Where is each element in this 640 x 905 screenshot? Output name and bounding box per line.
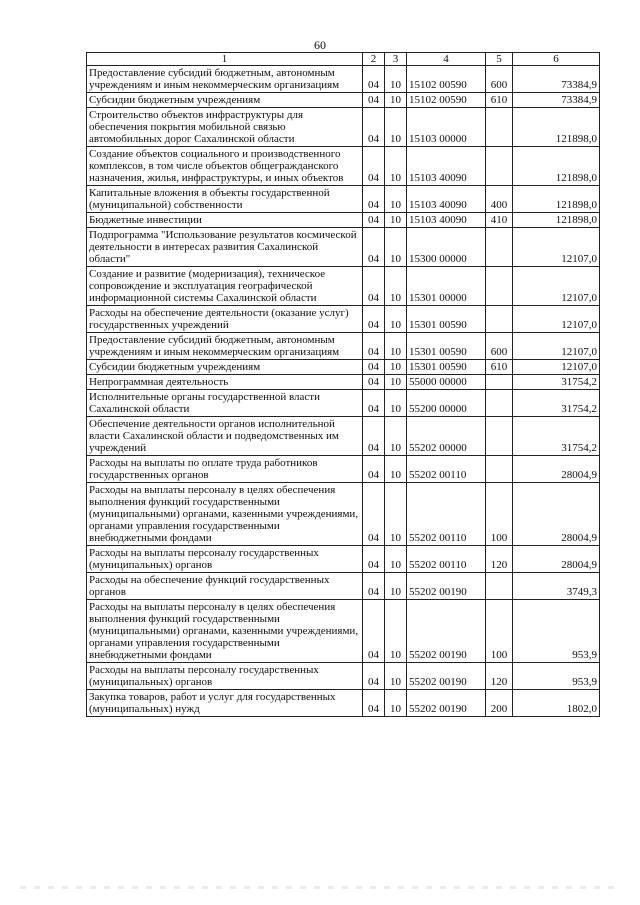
row-amount: 12107,0 [513,228,600,267]
row-section: 04 [363,483,385,546]
row-subsection: 10 [385,306,407,333]
row-section: 04 [363,213,385,228]
row-subsection: 10 [385,483,407,546]
col-header-subsection: 3 [385,53,407,66]
row-expense-type [486,108,513,147]
table-row [87,108,600,147]
row-amount: 953,9 [513,600,600,663]
page-number: 60 [314,38,326,52]
row-subsection: 10 [385,66,407,93]
row-amount: 121898,0 [513,147,600,186]
row-target-article: 55202 00190 [407,573,486,600]
row-name: Расходы на выплаты персоналу в целях обеспечения выполнения функций государственными (муниципальными) органами, казенными учреждениями, органами управления государственными внебюджетными фондами [87,600,363,663]
row-name: Исполнительные органы государственной власти Сахалинской области [87,390,363,417]
row-subsection: 10 [385,546,407,573]
row-name: Непрограммная деятельность [87,375,363,390]
row-amount: 121898,0 [513,213,600,228]
row-target-article: 55202 00110 [407,456,486,483]
row-section: 04 [363,186,385,213]
row-target-article: 55202 00000 [407,417,486,456]
row-name: Расходы на выплаты по оплате труда работников государственных органов [87,456,363,483]
budget-table [86,52,600,717]
row-section: 04 [363,108,385,147]
table-row [87,306,600,333]
row-amount: 1802,0 [513,690,600,717]
col-header-section: 2 [363,53,385,66]
row-section: 04 [363,417,385,456]
table-row [87,360,600,375]
row-expense-type: 610 [486,360,513,375]
row-name: Подпрограмма "Использование результатов космической деятельности в интересах развития Сахалинской области" [87,228,363,267]
row-subsection: 10 [385,228,407,267]
row-section: 04 [363,375,385,390]
row-expense-type [486,306,513,333]
row-target-article: 15103 40090 [407,213,486,228]
row-amount: 31754,2 [513,375,600,390]
table-row [87,213,600,228]
row-section: 04 [363,333,385,360]
row-subsection: 10 [385,690,407,717]
row-target-article: 15300 00000 [407,228,486,267]
row-subsection: 10 [385,360,407,375]
row-section: 04 [363,690,385,717]
row-target-article: 55202 00190 [407,690,486,717]
row-subsection: 10 [385,186,407,213]
table-row [87,93,600,108]
row-subsection: 10 [385,108,407,147]
row-expense-type [486,375,513,390]
row-subsection: 10 [385,573,407,600]
row-amount: 73384,9 [513,93,600,108]
row-amount: 12107,0 [513,360,600,375]
row-expense-type: 100 [486,600,513,663]
row-target-article: 15301 00590 [407,306,486,333]
row-name: Расходы на обеспечение деятельности (оказание услуг) государственных учреждений [87,306,363,333]
row-expense-type: 120 [486,663,513,690]
row-target-article: 15301 00590 [407,360,486,375]
row-section: 04 [363,228,385,267]
row-section: 04 [363,306,385,333]
row-target-article: 15301 00000 [407,267,486,306]
row-subsection: 10 [385,663,407,690]
row-expense-type: 120 [486,546,513,573]
row-expense-type [486,456,513,483]
row-target-article: 55000 00000 [407,375,486,390]
row-expense-type [486,267,513,306]
row-section: 04 [363,66,385,93]
table-body [87,66,600,717]
table-row [87,483,600,546]
row-subsection: 10 [385,600,407,663]
table-row [87,690,600,717]
table-row [87,600,600,663]
row-target-article: 15103 40090 [407,186,486,213]
row-expense-type: 610 [486,93,513,108]
row-name: Капитальные вложения в объекты государственной (муниципальной) собственности [87,186,363,213]
row-name: Бюджетные инвестиции [87,213,363,228]
row-section: 04 [363,267,385,306]
table-row [87,390,600,417]
row-expense-type [486,417,513,456]
row-name: Расходы на обеспечение функций государственных органов [87,573,363,600]
table-row [87,228,600,267]
table-row [87,573,600,600]
row-amount: 73384,9 [513,66,600,93]
row-expense-type: 200 [486,690,513,717]
row-target-article: 55202 00110 [407,483,486,546]
table-row [87,186,600,213]
row-name: Субсидии бюджетным учреждениям [87,93,363,108]
row-expense-type: 400 [486,186,513,213]
row-amount: 12107,0 [513,306,600,333]
row-subsection: 10 [385,390,407,417]
row-section: 04 [363,93,385,108]
row-expense-type [486,390,513,417]
row-name: Расходы на выплаты персоналу государственных (муниципальных) органов [87,663,363,690]
row-section: 04 [363,390,385,417]
scan-artifact [20,886,620,889]
row-name: Субсидии бюджетным учреждениям [87,360,363,375]
table-row [87,417,600,456]
row-section: 04 [363,600,385,663]
row-amount: 121898,0 [513,186,600,213]
row-name: Создание объектов социального и производственного комплексов, в том числе объектов общегражданского назначения, жилья, инфраструктуры, и иных объектов [87,147,363,186]
row-amount: 953,9 [513,663,600,690]
row-target-article: 55200 00000 [407,390,486,417]
row-amount: 31754,2 [513,417,600,456]
row-target-article: 55202 00190 [407,663,486,690]
table-row [87,456,600,483]
row-name: Обеспечение деятельности органов исполнительной власти Сахалинской области и подведомственных им учреждений [87,417,363,456]
col-header-name: 1 [87,53,363,66]
row-amount: 3749,3 [513,573,600,600]
row-amount: 121898,0 [513,108,600,147]
row-amount: 28004,9 [513,456,600,483]
row-subsection: 10 [385,375,407,390]
row-amount: 31754,2 [513,390,600,417]
table-row [87,147,600,186]
table-row [87,267,600,306]
row-expense-type: 410 [486,213,513,228]
row-subsection: 10 [385,267,407,306]
header-row [87,53,600,66]
row-amount: 28004,9 [513,483,600,546]
row-expense-type: 600 [486,66,513,93]
table-row [87,375,600,390]
table-row [87,546,600,573]
row-target-article: 15102 00590 [407,66,486,93]
row-target-article: 15102 00590 [407,93,486,108]
row-expense-type [486,228,513,267]
row-amount: 28004,9 [513,546,600,573]
col-header-expense-type: 5 [486,53,513,66]
row-target-article: 15103 40090 [407,147,486,186]
row-expense-type [486,573,513,600]
row-section: 04 [363,663,385,690]
row-name: Расходы на выплаты персоналу государственных (муниципальных) органов [87,546,363,573]
row-target-article: 15103 00000 [407,108,486,147]
row-amount: 12107,0 [513,333,600,360]
col-header-target-article: 4 [407,53,486,66]
col-header-amount: 6 [513,53,600,66]
row-subsection: 10 [385,456,407,483]
row-expense-type: 600 [486,333,513,360]
table-row [87,663,600,690]
row-name: Расходы на выплаты персоналу в целях обеспечения выполнения функций государственными (муниципальными) органами, казенными учреждениями, органами управления государственными внебюджетными фондами [87,483,363,546]
row-section: 04 [363,573,385,600]
row-target-article: 55202 00110 [407,546,486,573]
table-row [87,333,600,360]
row-section: 04 [363,360,385,375]
row-name: Закупка товаров, работ и услуг для государственных (муниципальных) нужд [87,690,363,717]
row-subsection: 10 [385,333,407,360]
row-subsection: 10 [385,213,407,228]
row-target-article: 55202 00190 [407,600,486,663]
row-section: 04 [363,147,385,186]
row-expense-type [486,147,513,186]
row-name: Предоставление субсидий бюджетным, автономным учреждениям и иным некоммерческим организациям [87,66,363,93]
row-target-article: 15301 00590 [407,333,486,360]
row-section: 04 [363,456,385,483]
row-subsection: 10 [385,417,407,456]
row-name: Создание и развитие (модернизация), техническое сопровождение и эксплуатация географической информационной системы Сахалинской области [87,267,363,306]
row-name: Строительство объектов инфраструктуры для обеспечения покрытия мобильной связью автомобильных дорог Сахалинской области [87,108,363,147]
row-subsection: 10 [385,147,407,186]
row-section: 04 [363,546,385,573]
table-row [87,66,600,93]
row-expense-type: 100 [486,483,513,546]
row-amount: 12107,0 [513,267,600,306]
row-name: Предоставление субсидий бюджетным, автономным учреждениям и иным некоммерческим организациям [87,333,363,360]
row-subsection: 10 [385,93,407,108]
